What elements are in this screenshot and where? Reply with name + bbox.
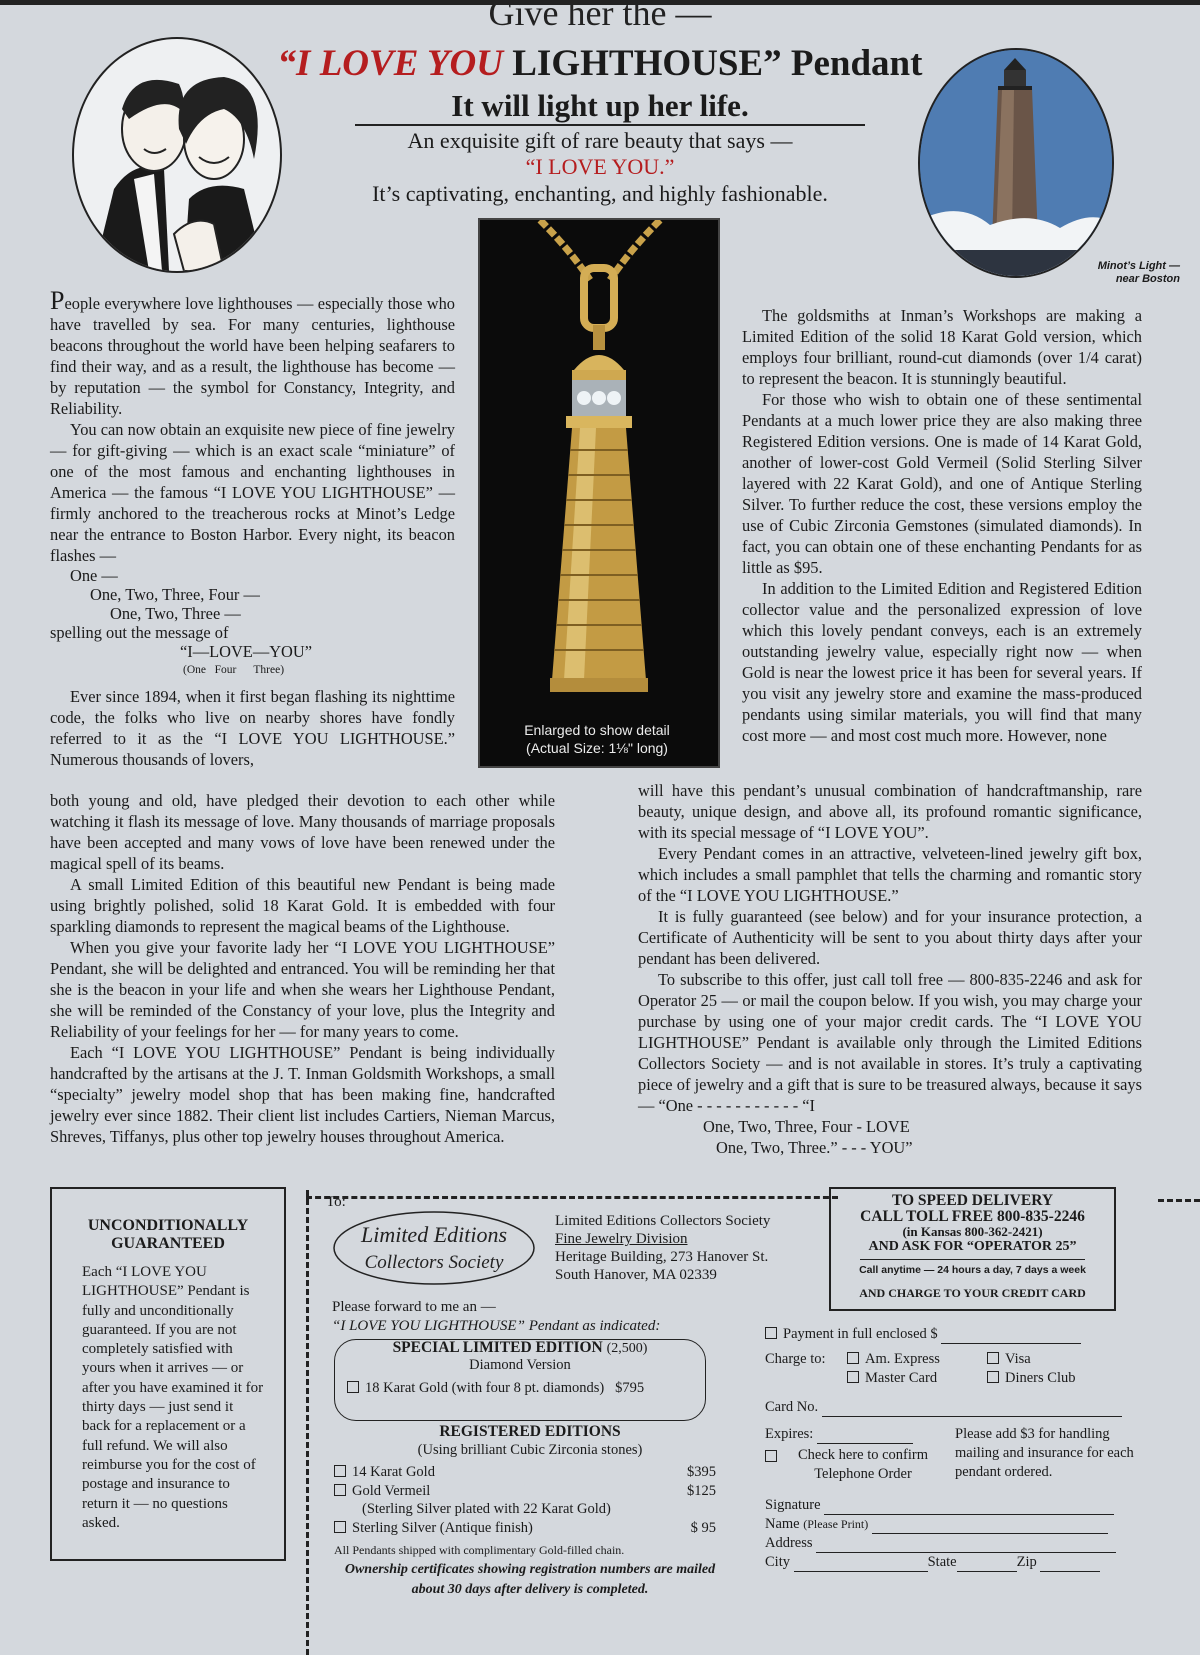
expires-left <box>765 1425 955 1484</box>
charge-left-options <box>847 1350 987 1388</box>
option-vermeil-price: $125 <box>687 1482 716 1499</box>
chant-line-2: One, Two, Three, Four — <box>90 585 260 604</box>
headline-intro: Give her the — <box>488 0 712 33</box>
option-vermeil[interactable] <box>334 1482 726 1501</box>
card-number-field[interactable] <box>822 1416 1122 1417</box>
guarantee-title <box>52 1217 284 1253</box>
closing-chant-2: One, Two, Three.” - - - YOU” <box>716 1138 913 1157</box>
option-silver-label: Sterling Silver (Antique finish) <box>352 1519 533 1536</box>
left-column-body <box>50 286 455 770</box>
name-label: Name <box>765 1516 800 1532</box>
option-14k[interactable] <box>334 1463 726 1482</box>
photo-caption-line-1: Enlarged to show detail <box>524 722 670 738</box>
closing-chant-1: One, Two, Three, Four - LOVE <box>703 1117 910 1136</box>
confirm-checkbox[interactable] <box>765 1450 777 1462</box>
option-silver-price: $ 95 <box>690 1519 716 1536</box>
speed-kansas-phone: (in Kansas 800-362-2421) <box>902 1224 1043 1239</box>
guarantee-box <box>50 1187 286 1561</box>
caption-line-2: near Boston <box>1115 273 1180 285</box>
logo-text-1: Limited Editions <box>360 1222 508 1247</box>
subhead-1: An exquisite gift of rare beauty that says — <box>407 128 793 153</box>
left-wide-para-4: Each “I LOVE YOU LIGHTHOUSE” Pendant is being individually handcrafted by the artisans at the J. T. Inman Goldsmith Workshops, a small “specialty” jewelry model shop that has been making fine, handcrafted jewelry ever since 1882. Their client list includes Cartiers, Nieman Marcus, Shreves, Tiffanys, plus other top jewelry houses throughout America. <box>50 1043 555 1146</box>
checkbox-vermeil[interactable] <box>334 1484 346 1496</box>
left-para-1 <box>50 286 455 419</box>
diners-label: Diners Club <box>1005 1370 1076 1386</box>
option-vermeil-label: Gold Vermeil <box>352 1482 431 1499</box>
mc-label: Master Card <box>865 1370 938 1386</box>
payment-section <box>765 1325 1145 1572</box>
special-item: 18 Karat Gold (with four 8 pt. diamonds) <box>365 1380 605 1396</box>
chant-line-4: spelling out the message of <box>50 623 229 642</box>
caption-line-1: Minot’s Light — <box>1097 260 1180 272</box>
left-wide-para-2: A small Limited Edition of this beautiful new Pendant is being made using brightly polished, solid 18 Karat Gold. It is embedded with four sparkling diamonds to represent the magical beams of the Lighthouse. <box>50 875 555 936</box>
state-label: State <box>927 1554 957 1570</box>
headline-title <box>200 42 1000 85</box>
pendant-photo-caption <box>478 721 716 757</box>
speed-hours: Call anytime — 24 hours a day, 7 days a week <box>859 1264 1086 1276</box>
vermeil-note: (Sterling Silver plated with 22 Karat Gold) <box>362 1501 611 1517</box>
expires-field[interactable] <box>817 1443 913 1444</box>
special-checkbox[interactable] <box>347 1381 359 1393</box>
headline-rest: LIGHTHOUSE” Pendant <box>503 43 923 84</box>
option-14k-label: 14 Karat Gold <box>352 1464 435 1480</box>
headline-rule <box>355 124 865 126</box>
coupon-cut-line-right <box>1158 1199 1200 1202</box>
subhead-3: It’s captivating, enchanting, and highly fashionable. <box>372 181 828 206</box>
city-row <box>765 1553 1145 1572</box>
payment-full-label: Payment in full enclosed $ <box>783 1326 938 1342</box>
address-label: Address <box>765 1535 813 1551</box>
card-label: Card No. <box>765 1399 819 1415</box>
charge-row <box>765 1350 1145 1388</box>
address-line-1: Limited Editions Collectors Society <box>555 1213 771 1229</box>
coupon-to-label: To: <box>326 1194 346 1210</box>
order-intro-2: “I LOVE YOU LIGHTHOUSE” Pendant as indicated: <box>332 1318 661 1334</box>
society-logo <box>332 1208 537 1288</box>
left-para-3: Ever since 1894, when it first began flashing its nighttime code, the folks who live on nearby shores have fondly referred to it as the “I LOVE YOU LIGHTHOUSE.” Numerous thousands of lovers, <box>50 687 455 769</box>
amex-checkbox[interactable] <box>847 1352 859 1364</box>
registered-editions <box>334 1423 726 1600</box>
speed-line-1: TO SPEED DELIVERY <box>891 1192 1054 1209</box>
signature-row <box>765 1496 1145 1515</box>
special-edition-box <box>334 1339 706 1421</box>
right-wide-body <box>638 780 1142 1158</box>
minots-light-photo <box>918 48 1114 278</box>
coupon-cut-line-vertical <box>306 1190 309 1655</box>
right-wide-para-3: It is fully guaranteed (see below) and for your insurance protection, a Certificate of Authenticity will be sent to you about thirty days after your pendant has been delivered. <box>638 907 1142 968</box>
guarantee-text: Each “I LOVE YOU LIGHTHOUSE” Pendant is fully and unconditionally guaranteed. If you are not completely satisfied with yours when it arrives — or after you have examined it for thirty days — just send it back for a replacement or a full refund. We will also reimburse you for the cost of postage and insurance to return it — no questions asked. <box>82 1264 264 1531</box>
right-para-3: In addition to the Limited Edition and Registered Edition collector value and the personalized expression of love which this lovely pendant conveys, each is an extremely outstanding jewelry value, especially right now — when Gold is near the lowest price it has been for several years. If you visit any jewelry store and examine the mass-produced pendants using similar materials, you will find that many cost more — and most cost much more. However, none <box>742 579 1142 745</box>
confirm-label: Check here to confirm Telephone Order <box>797 1447 929 1482</box>
order-intro <box>332 1298 660 1336</box>
checkbox-silver[interactable] <box>334 1521 346 1533</box>
photo-caption-line-2: (Actual Size: 1⅛" long) <box>526 740 668 756</box>
handling-note: Please add $3 for handling mailing and insurance for each pendant ordered. <box>955 1426 1134 1480</box>
expires-row <box>765 1425 1145 1484</box>
guarantee-title-1: UNCONDITIONALLY <box>87 1217 249 1234</box>
minots-light-caption <box>1065 260 1180 286</box>
couple-illustration <box>72 37 282 273</box>
charge-right-options <box>987 1350 1075 1388</box>
left-para-2: You can now obtain an exquisite new piece of fine jewelry — for gift-giving — which is an exact scale “miniature” of one of the most famous and enchanting lighthouses in America — the famous “I LOVE YOU LIGHTHOUSE” — firmly anchored to the treacherous rocks at Minot’s Ledge near the entrance to Boston Harbor. Every night, its beacon flashes — <box>50 420 455 565</box>
chant-line-1: One — <box>70 566 118 585</box>
left-wide-body <box>50 790 555 1147</box>
guarantee-title-2: GUARANTEED <box>111 1235 225 1252</box>
name-hint: (Please Print) <box>803 1517 869 1531</box>
charge-amex[interactable] <box>847 1350 987 1369</box>
visa-checkbox[interactable] <box>987 1352 999 1364</box>
address-line-2: Fine Jewelry Division <box>555 1231 688 1247</box>
card-row <box>765 1398 1145 1417</box>
zip-label: Zip <box>1016 1554 1037 1570</box>
coupon-cut-line-top <box>306 1196 838 1199</box>
registered-sub: (Using brilliant Cubic Zirconia stones) <box>417 1442 643 1458</box>
pendant-photo <box>478 218 720 768</box>
logo-text-2: Collectors Society <box>364 1252 504 1273</box>
speed-charge: AND CHARGE TO YOUR CREDIT CARD <box>859 1286 1086 1300</box>
expires-label: Expires: <box>765 1426 814 1442</box>
chant-line-5: “I—LOVE—YOU” <box>180 642 312 661</box>
special-price: $795 <box>615 1380 645 1396</box>
order-intro-1: Please forward to me an — <box>332 1299 496 1315</box>
checkbox-14k[interactable] <box>334 1465 346 1477</box>
city-label: City <box>765 1554 790 1570</box>
state-field[interactable] <box>957 1571 1017 1572</box>
chain-note: All Pendants shipped with complimentary Gold-filled chain. <box>334 1543 625 1557</box>
certificate-note: Ownership certificates showing registration numbers are mailed about 30 days after delivery is completed. <box>344 1562 716 1597</box>
right-para-2: For those who wish to obtain one of these sentimental Pendants at a much lower price they are also making three Registered Edition versions. One is made of 14 Karat Gold, another of lower-cost Gold Vermeil (Solid Sterling Silver layered with 22 Karat Gold), and one of Antique Sterling Silver. To further reduce the cost, these versions employ the use of Cubic Zirconia Gemstones (simulated diamonds). In fact, you can obtain one of these enchanting Pendants for as little as $95. <box>742 390 1142 577</box>
amex-label: Am. Express <box>865 1351 940 1367</box>
payment-full-row[interactable] <box>765 1325 1145 1344</box>
headline-red: “I LOVE YOU <box>277 43 503 84</box>
option-silver[interactable] <box>334 1519 726 1538</box>
speed-rule <box>860 1259 1085 1260</box>
right-wide-para-1: will have this pendant’s unusual combination of handcraftmanship, rare beauty, unique design, and above all, its profound romantic significance, with its special message of “I LOVE YOU”. <box>638 781 1142 842</box>
right-para-1: The goldsmiths at Inman’s Workshops are making a Limited Edition of the solid 18 Karat Gold version, which employs four brilliant, round-cut diamonds (over 1/4 carat) to represent the beacon. It is stunningly beautiful. <box>742 306 1142 388</box>
mailing-address <box>555 1212 770 1284</box>
name-row <box>765 1515 1145 1534</box>
charge-diners[interactable] <box>987 1369 1075 1388</box>
left-wide-para-1: both young and old, have pledged their devotion to each other while watching it flash its message of love. Many thousands of marriage proposals have been accepted and many vows of love have been renewed under the magical spell of its beams. <box>50 791 555 873</box>
subhead-red: “I LOVE YOU.” <box>525 154 675 179</box>
speed-phone: CALL TOLL FREE 800-835-2246 <box>860 1208 1085 1225</box>
left-para-1-text: eople everywhere love lighthouses — especially those who have travelled by sea. For many centuries, lighthouse beacons throughout the world have been helping seafarers to find their way, and as a result, the lighthouse has become — by reputation — the symbol for Constancy, Integrity, and Reliability. <box>50 294 455 418</box>
option-14k-price: $395 <box>687 1464 716 1480</box>
special-sub: Diamond Version <box>469 1357 571 1373</box>
drop-cap: P <box>50 286 65 315</box>
headline-tagline: It will light up her life. <box>451 88 749 123</box>
visa-label: Visa <box>1005 1351 1031 1367</box>
charge-mc[interactable] <box>847 1369 987 1388</box>
address-line-3: Heritage Building, 273 Hanover St. <box>555 1249 769 1265</box>
confirm-row[interactable] <box>765 1446 955 1484</box>
diners-checkbox[interactable] <box>987 1371 999 1383</box>
mc-checkbox[interactable] <box>847 1371 859 1383</box>
registered-title: REGISTERED EDITIONS <box>439 1423 621 1440</box>
city-field[interactable] <box>794 1571 928 1572</box>
speed-delivery-box <box>829 1187 1116 1311</box>
right-column-body <box>742 305 1142 746</box>
expires-line <box>765 1425 955 1444</box>
payment-amount-field[interactable] <box>941 1343 1081 1344</box>
left-wide-para-3: When you give your favorite lady her “I LOVE YOU LIGHTHOUSE” Pendant, she will be delighted and entranced. You will be reminding her that she is the beacon in your life and when she wears her Lighthouse Pendant, she will be reminded of the Constancy of your love, plus the Integrity and Reliability of your feelings for her — for many years to come. <box>50 938 555 1041</box>
speed-operator: AND ASK FOR “OPERATOR 25” <box>868 1239 1077 1254</box>
payment-full-checkbox[interactable] <box>765 1327 777 1339</box>
signature-label: Signature <box>765 1497 821 1513</box>
charge-visa[interactable] <box>987 1350 1075 1369</box>
flash-chant <box>50 566 455 680</box>
address-line-4: South Hanover, MA 02339 <box>555 1267 717 1283</box>
special-option[interactable] <box>347 1380 705 1397</box>
zip-field[interactable] <box>1040 1571 1100 1572</box>
chant-line-6: (One Four Three) <box>183 664 285 676</box>
charge-label: Charge to: <box>765 1351 826 1367</box>
right-wide-para-4: To subscribe to this offer, just call toll free — 800-835-2246 and ask for Operator 25 — or mail the coupon below. If you wish, you may charge your purchase by using one of your major credit cards. The “I LOVE YOU LIGHTHOUSE” Pendant is available only through the Limited Editions Collectors Society — and is not available in stores. It’s truly a captivating piece of jewelry and a gift that is sure to be treasured always, because it says — “One - - - - - - - - - - - “I <box>638 970 1142 1115</box>
special-title <box>335 1339 705 1357</box>
address-row <box>765 1534 1145 1553</box>
chant-line-3: One, Two, Three — <box>110 604 241 623</box>
special-count: (2,500) <box>606 1341 648 1356</box>
right-wide-para-2: Every Pendant comes in an attractive, velveteen-lined jewelry gift box, which includes a small pamphlet that tells the charming and romantic story of the “I LOVE YOU LIGHTHOUSE.” <box>638 844 1142 905</box>
special-title-text: SPECIAL LIMITED EDITION <box>392 1339 603 1356</box>
